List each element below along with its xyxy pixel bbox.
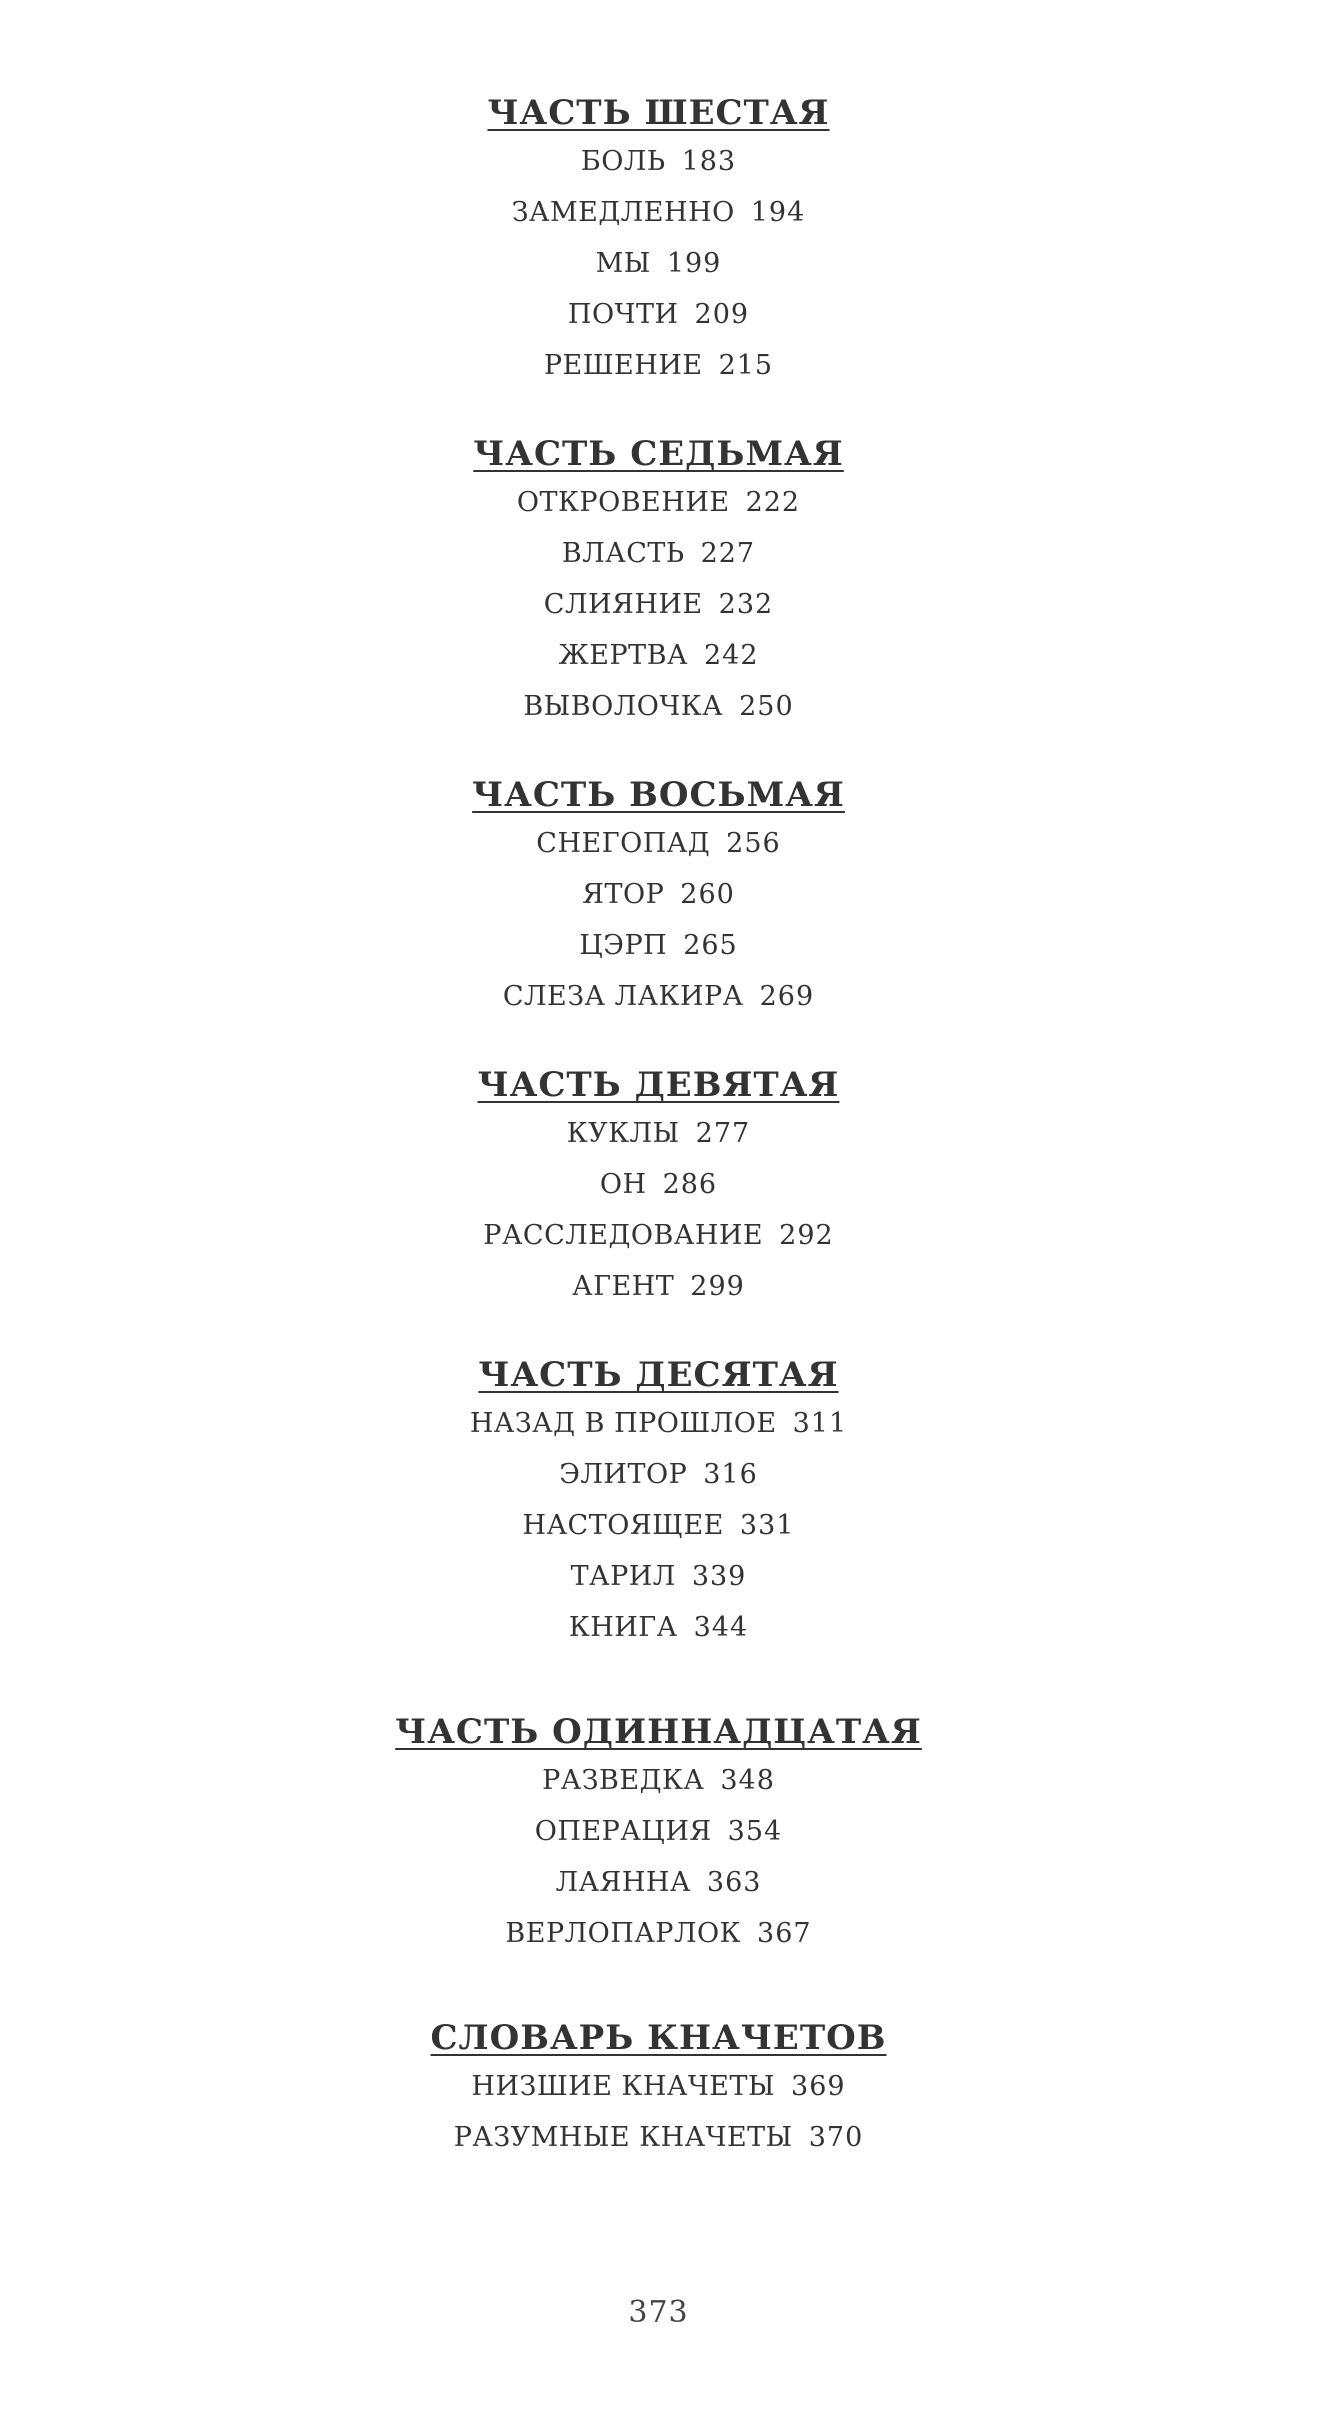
- toc-entry: [0, 818, 1317, 869]
- toc-entry: [0, 579, 1317, 630]
- chapter-title: ЯТОР: [582, 879, 665, 910]
- toc-section-part-8: [0, 772, 1317, 1022]
- chapter-page-number: 199: [666, 248, 722, 279]
- toc-entry: [0, 477, 1317, 528]
- chapter-title: ОТКРОВЕНИЕ: [516, 487, 730, 518]
- chapter-title: СЛИЯНИЕ: [543, 589, 703, 620]
- chapter-title: ОН: [599, 1169, 647, 1200]
- chapter-page-number: 215: [718, 350, 774, 381]
- section-gap: [0, 732, 1317, 772]
- toc-entry: [0, 971, 1317, 1022]
- toc-entry: [0, 1398, 1317, 1449]
- toc-section-part-6: [0, 90, 1317, 391]
- chapter-page-number: 269: [759, 981, 815, 1012]
- part-title: ЧАСТЬ ОДИННАДЦАТАЯ: [395, 1712, 922, 1752]
- chapter-page-number: 286: [662, 1169, 718, 1200]
- chapter-title: НАСТОЯЩЕЕ: [522, 1510, 724, 1541]
- section-gap: [0, 1959, 1317, 2015]
- chapter-title: ЖЕРТВА: [558, 640, 688, 671]
- toc-entry: [0, 1500, 1317, 1551]
- chapter-page-number: 227: [700, 538, 756, 569]
- toc-section-glossary: [0, 2015, 1317, 2163]
- chapter-page-number: 367: [757, 1918, 812, 1949]
- toc-entry: [0, 1449, 1317, 1500]
- chapter-page-number: 277: [695, 1118, 751, 1149]
- toc-entry: [0, 630, 1317, 681]
- toc-entry: [0, 2061, 1317, 2112]
- toc-entry: [0, 1602, 1317, 1653]
- chapter-page-number: 209: [694, 299, 750, 330]
- chapter-page-number: 260: [680, 879, 735, 910]
- toc-entry: [0, 1806, 1317, 1857]
- chapter-title: ЦЭРП: [579, 930, 668, 961]
- chapter-title: РАЗВЕДКА: [542, 1765, 705, 1796]
- chapter-page-number: 265: [683, 930, 738, 961]
- toc-entry: [0, 1908, 1317, 1959]
- toc-entry: [0, 869, 1317, 920]
- table-of-contents: [0, 90, 1317, 2163]
- toc-entry: [0, 1755, 1317, 1806]
- chapter-page-number: 339: [691, 1561, 747, 1592]
- chapter-title: РАССЛЕДОВАНИЕ: [483, 1220, 764, 1251]
- chapter-page-number: 354: [727, 1816, 783, 1847]
- chapter-title: СНЕГОПАД: [536, 828, 711, 859]
- toc-section-part-9: [0, 1062, 1317, 1312]
- chapter-page-number: 370: [808, 2122, 864, 2153]
- chapter-title: МЫ: [595, 248, 651, 279]
- chapter-title: КУКЛЫ: [566, 1118, 680, 1149]
- chapter-page-number: 183: [681, 146, 737, 177]
- chapter-title: ПОЧТИ: [567, 299, 679, 330]
- chapter-page-number: 232: [718, 589, 774, 620]
- part-title: ЧАСТЬ ДЕВЯТАЯ: [477, 1065, 840, 1105]
- toc-entry: [0, 681, 1317, 732]
- chapter-title: ЗАМЕДЛЕННО: [511, 197, 735, 228]
- chapter-title: ВЕРЛОПАРЛОК: [505, 1918, 742, 1949]
- chapter-title: БОЛЬ: [580, 146, 666, 177]
- chapter-title: ЭЛИТОР: [559, 1459, 688, 1490]
- chapter-title: ТАРИЛ: [570, 1561, 676, 1592]
- chapter-title: ЛАЯННА: [555, 1867, 691, 1898]
- chapter-title: НИЗШИЕ КНАЧЕТЫ: [471, 2071, 776, 2102]
- chapter-title: АГЕНТ: [572, 1271, 675, 1302]
- toc-entry: [0, 1108, 1317, 1159]
- chapter-page-number: 194: [750, 197, 806, 228]
- toc-entry: [0, 238, 1317, 289]
- toc-entry: [0, 1159, 1317, 1210]
- chapter-page-number: 256: [726, 828, 781, 859]
- chapter-title: РЕШЕНИЕ: [543, 350, 703, 381]
- toc-entry: [0, 1210, 1317, 1261]
- toc-section-part-10: [0, 1352, 1317, 1653]
- chapter-page-number: 363: [706, 1867, 762, 1898]
- section-gap: [0, 391, 1317, 431]
- toc-entry: [0, 1857, 1317, 1908]
- toc-entry: [0, 289, 1317, 340]
- toc-section-part-11: [0, 1709, 1317, 1959]
- chapter-title: КНИГА: [568, 1612, 678, 1643]
- chapter-page-number: 222: [745, 487, 801, 518]
- toc-entry: [0, 1261, 1317, 1312]
- part-title: ЧАСТЬ СЕДЬМАЯ: [473, 434, 844, 474]
- chapter-page-number: 292: [779, 1220, 834, 1251]
- chapter-title: ВЫВОЛОЧКА: [523, 691, 724, 722]
- chapter-title: НАЗАД В ПРОШЛОЕ: [469, 1408, 777, 1439]
- chapter-title: ОПЕРАЦИЯ: [534, 1816, 712, 1847]
- chapter-title: ВЛАСТЬ: [561, 538, 685, 569]
- chapter-page-number: 331: [739, 1510, 795, 1541]
- section-gap: [0, 1653, 1317, 1709]
- toc-entry: [0, 187, 1317, 238]
- toc-section-part-7: [0, 431, 1317, 732]
- part-title: ЧАСТЬ ШЕСТАЯ: [487, 93, 830, 133]
- chapter-title: СЛЕЗА ЛАКИРА: [502, 981, 744, 1012]
- chapter-title: РАЗУМНЫЕ КНАЧЕТЫ: [453, 2122, 793, 2153]
- toc-entry: [0, 136, 1317, 187]
- section-gap: [0, 1312, 1317, 1352]
- part-title: ЧАСТЬ ДЕСЯТАЯ: [478, 1355, 839, 1395]
- toc-entry: [0, 528, 1317, 579]
- chapter-page-number: 348: [720, 1765, 775, 1796]
- part-title: СЛОВАРЬ КНАЧЕТОВ: [430, 2018, 887, 2058]
- part-title: ЧАСТЬ ВОСЬМАЯ: [472, 775, 845, 815]
- section-gap: [0, 1022, 1317, 1062]
- chapter-page-number: 250: [739, 691, 794, 722]
- toc-entry: [0, 340, 1317, 391]
- chapter-page-number: 369: [791, 2071, 846, 2102]
- toc-entry: [0, 920, 1317, 971]
- toc-entry: [0, 2112, 1317, 2163]
- toc-entry: [0, 1551, 1317, 1602]
- page-number: 373: [628, 2295, 689, 2330]
- chapter-page-number: 311: [792, 1408, 848, 1439]
- chapter-page-number: 316: [703, 1459, 758, 1490]
- chapter-page-number: 344: [693, 1612, 749, 1643]
- chapter-page-number: 299: [690, 1271, 745, 1302]
- chapter-page-number: 242: [703, 640, 759, 671]
